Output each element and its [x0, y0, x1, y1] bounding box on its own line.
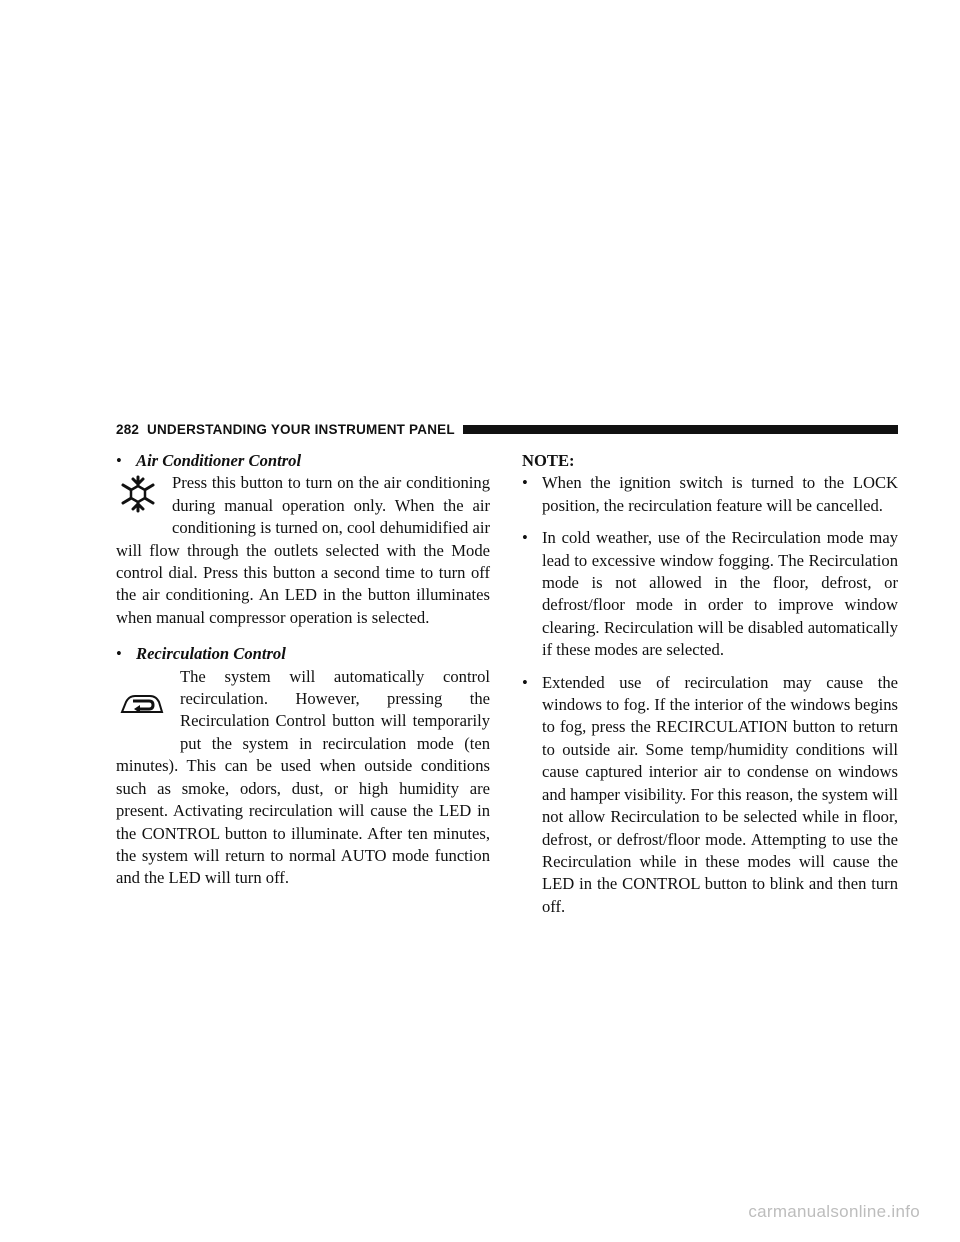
note-item-text: Extended use of recirculation may cause the windows to fog. If the interior of the windows begins to fog, press the RECIRCULATION button to return to outside air. Some temp/humidity conditions will cause captured interior air to condense on windows and hamper visibility. For this reason, the system will not allow Recirculation to be selected while in floor, defrost, or defrost/floor mode. Attempting to use the Recirculation while in these modes will cause the LED in the CONTROL button to blink and then turn off. [542, 672, 898, 916]
recirculation-control-title: Recirculation Control [136, 644, 286, 664]
note-item-text: In cold weather, use of the Recirculation mode may lead to excessive window fogging. The Recirculation mode is not allowed in the floor, defrost, or defrost/floor mode in order to improve window clearing. Recirculation will be disabled automatically if these modes are selected. [542, 528, 898, 660]
header-rule [463, 425, 898, 434]
snowflake-icon [118, 474, 158, 514]
ac-control-paragraph [116, 472, 490, 629]
right-column [522, 450, 898, 918]
note-title: NOTE: [522, 451, 575, 470]
bullet: • [522, 473, 528, 493]
bullet: • [116, 644, 122, 664]
recirculation-control-heading [116, 643, 490, 665]
bullet: • [522, 672, 528, 692]
note-item-text: When the ignition switch is turned to the LOCK position, the recirculation feature will be cancelled. [542, 473, 898, 515]
page-number: 282 [116, 421, 140, 437]
bullet: • [522, 528, 528, 548]
recirculation-control-text: The system will automatically control recirculation. However, pressing the Recirculation Control button will temporarily put the system in recirculation mode (ten minutes). This can be used when outside conditions such as smoke, odors, dust, or high humidity are present. Activating recirculation will cause the LED in the CONTROL button to illuminate. After ten minutes, the system will return to normal AUTO mode function and the LED will turn off. [116, 666, 490, 888]
page-header-text [116, 422, 455, 437]
left-column [116, 450, 490, 890]
note-item [522, 672, 898, 918]
note-item [522, 472, 898, 517]
bullet: • [116, 451, 122, 470]
ac-control-text: Press this button to turn on the air conditioning during manual operation only. When the air conditioning is turned on, cool dehumidified air will flow through the outlets selected with the Mode control dial. Press this button a second time to turn off the air conditioning. An LED in the button illuminates when manual compressor operation is selected. [116, 473, 490, 627]
watermark[interactable]: carmanualsonline.info [748, 1202, 920, 1221]
recirculation-control-paragraph [116, 666, 490, 890]
ac-control-title: Air Conditioner Control [136, 451, 302, 470]
ac-control-heading [116, 450, 490, 472]
page-header [116, 420, 898, 438]
recirculation-car-icon [120, 688, 164, 718]
section-title: UNDERSTANDING YOUR INSTRUMENT PANEL [147, 421, 455, 437]
note-item [522, 527, 898, 661]
